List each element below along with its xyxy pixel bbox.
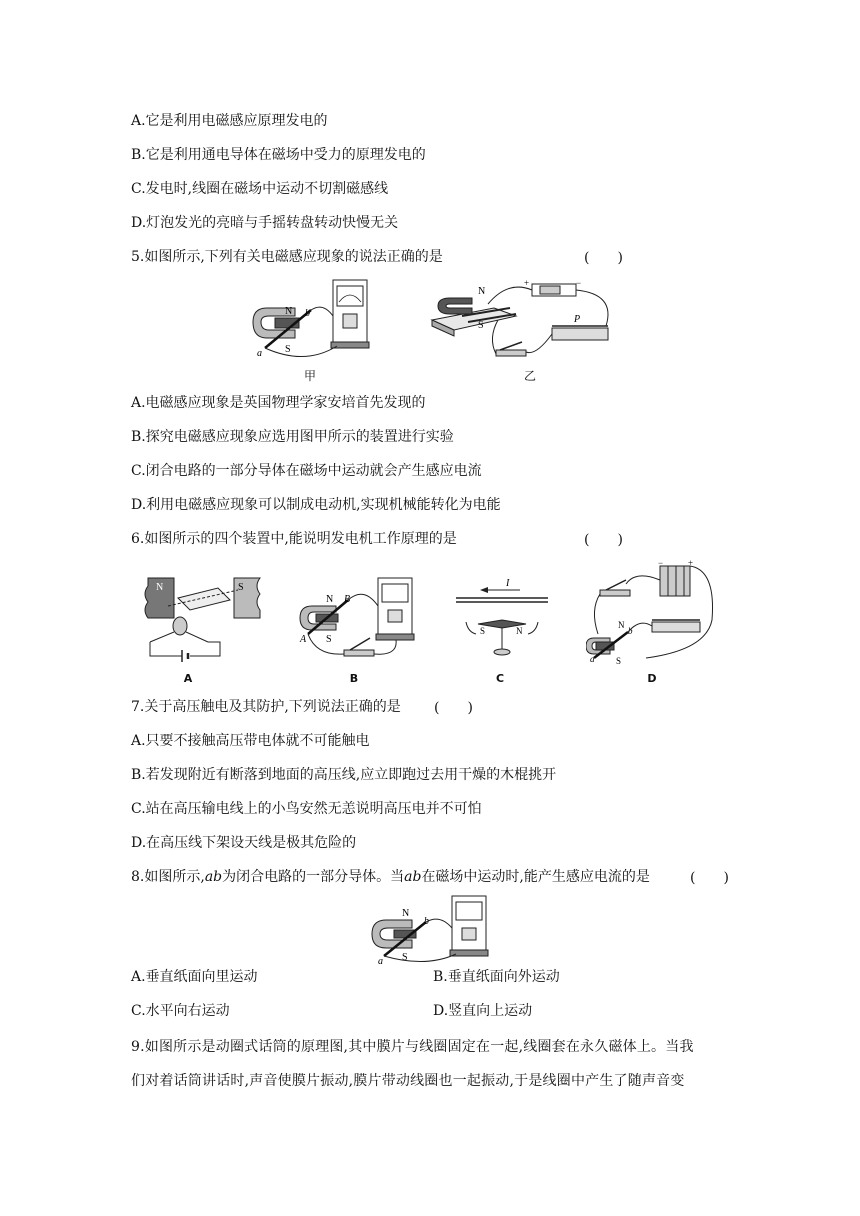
svg-text:A: A <box>300 634 307 645</box>
q6-figure-b <box>296 576 426 662</box>
svg-text:S: S <box>326 634 332 645</box>
q4-option-a: A.它是利用电磁感应原理发电的 <box>131 113 328 129</box>
q8-option-d: D.竖直向上运动 <box>433 1003 533 1019</box>
q7-stem: 7.关于高压触电及其防护,下列说法正确的是 <box>131 699 401 715</box>
q5-figure-jia <box>245 276 373 360</box>
svg-text:S: S <box>402 952 408 963</box>
q6-figure-d <box>586 560 720 666</box>
svg-text:+: + <box>688 560 694 568</box>
svg-text:−: − <box>576 278 582 288</box>
q5-figure-yi <box>428 276 620 368</box>
svg-text:S: S <box>238 582 244 593</box>
svg-text:b: b <box>424 916 429 927</box>
q7-option-a: A.只要不接触高压带电体就不可能触电 <box>131 733 370 749</box>
q5-figure-jia-label: 甲 <box>303 369 316 383</box>
q5-option-b: B.探究电磁感应现象应选用图甲所示的装置进行实验 <box>131 429 454 445</box>
svg-text:N: N <box>402 908 410 919</box>
q8-option-a: A.垂直纸面向里运动 <box>131 969 258 985</box>
q6-figure-a-label: A <box>183 672 193 685</box>
svg-text:N: N <box>285 306 293 317</box>
svg-text:S: S <box>478 320 484 331</box>
q4-option-b: B.它是利用通电导体在磁场中受力的原理发电的 <box>131 147 426 163</box>
svg-text:S: S <box>616 656 622 666</box>
svg-text:N: N <box>156 582 164 593</box>
q8-stem: 8.如图所示,ab为闭合电路的一部分导体。当ab在磁场中运动时,能产生感应电流的是 <box>131 869 650 885</box>
svg-text:S: S <box>480 626 486 636</box>
svg-text:b: b <box>305 308 310 319</box>
q9-line-1: 9.如图所示是动圈式话筒的原理图,其中膜片与线圈固定在一起,线圈套在永久磁体上。当我 <box>131 1039 694 1055</box>
q6-figure-d-label: D <box>647 672 657 685</box>
q6-figure-b-label: B <box>349 672 359 685</box>
svg-text:P: P <box>574 314 581 325</box>
svg-text:a: a <box>378 956 383 964</box>
svg-text:N: N <box>618 620 625 630</box>
q6-stem: 6.如图所示的四个装置中,能说明发电机工作原理的是 <box>131 531 457 547</box>
q5-answer-bracket: ( ) <box>584 250 623 266</box>
svg-text:b: b <box>628 626 633 636</box>
q6-figure-c-label: C <box>495 672 505 685</box>
q4-option-d: D.灯泡发光的亮暗与手摇转盘转动快慢无关 <box>131 215 399 231</box>
q5-stem: 5.如图所示,下列有关电磁感应现象的说法正确的是 <box>131 249 443 265</box>
svg-text:N: N <box>516 626 523 636</box>
q8-option-c: C.水平向右运动 <box>131 1003 230 1019</box>
q4-option-c: C.发电时,线圈在磁场中运动不切割磁感线 <box>131 181 389 197</box>
svg-text:N: N <box>326 594 334 605</box>
svg-text:S: S <box>285 344 291 355</box>
svg-text:I: I <box>506 578 510 589</box>
q6-answer-bracket: ( ) <box>584 532 623 548</box>
q8-option-b: B.垂直纸面向外运动 <box>433 969 560 985</box>
q7-answer-bracket: ( ) <box>434 700 473 716</box>
q9-line-2: 们对着话筒讲话时,声音使膜片振动,膜片带动线圈也一起振动,于是线圈中产生了随声音变 <box>131 1073 685 1089</box>
q7-option-d: D.在高压线下架设天线是极其危险的 <box>131 835 357 851</box>
q7-option-c: C.站在高压输电线上的小鸟安然无恙说明高压电并不可怕 <box>131 801 482 817</box>
svg-text:a: a <box>590 654 595 664</box>
q8-answer-bracket: ( ) <box>690 870 729 886</box>
q8-figure <box>366 894 494 964</box>
q5-option-c: C.闭合电路的一部分导体在磁场中运动就会产生感应电流 <box>131 463 482 479</box>
svg-text:N: N <box>478 286 486 297</box>
q6-figure-a <box>138 570 268 666</box>
q6-figure-c <box>452 576 552 662</box>
q5-figure-yi-label: 乙 <box>523 369 536 383</box>
svg-text:+: + <box>524 278 530 288</box>
svg-text:a: a <box>257 348 262 359</box>
q5-option-a: A.电磁感应现象是英国物理学家安培首先发现的 <box>131 395 426 411</box>
q5-option-d: D.利用电磁感应现象可以制成电动机,实现机械能转化为电能 <box>131 497 501 513</box>
svg-text:−: − <box>658 560 664 568</box>
q7-option-b: B.若发现附近有断落到地面的高压线,应立即跑过去用干燥的木棍挑开 <box>131 767 557 783</box>
svg-text:B: B <box>344 594 351 605</box>
